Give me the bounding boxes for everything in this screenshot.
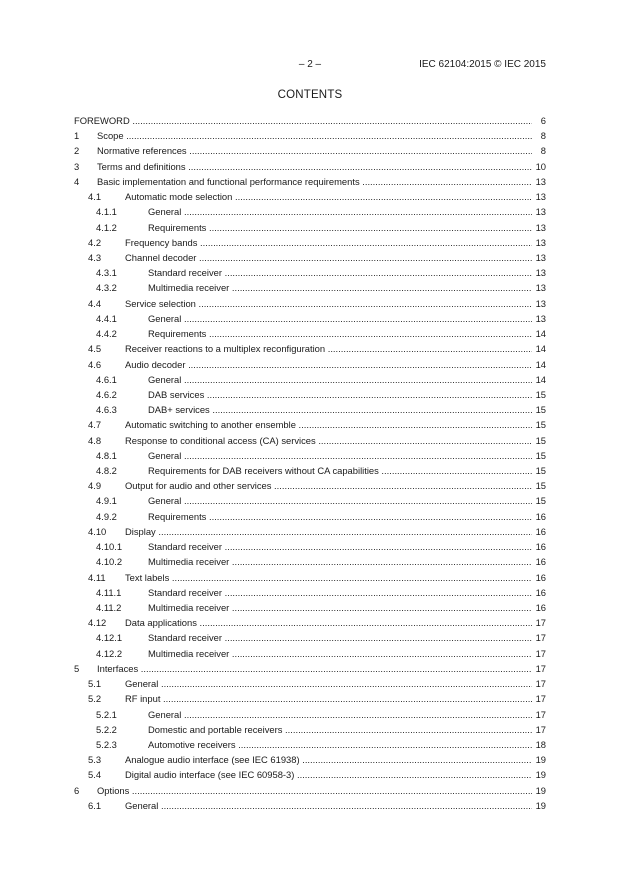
toc-entry[interactable] [74,220,546,235]
toc-entry[interactable] [74,387,546,402]
toc-entry-title: General ..... [148,204,532,219]
toc-entry[interactable] [74,357,546,372]
toc-entry-title: Basic implementation and functional performance requirements ..... [97,174,532,189]
toc-entry-title: General ..... [148,493,532,508]
toc-entry-title: DAB services ..... [148,387,532,402]
toc-entry-title: Automatic mode selection ..... [125,189,532,204]
toc-entry-page: 16 [535,525,546,537]
toc-entry-page: 17 [535,708,546,720]
toc-entry-number: 4.6.3 [96,404,117,416]
toc-entry-title: Standard receiver ..... [148,539,532,554]
toc-entry-page: 13 [535,267,546,279]
toc-entry-number: 4.4 [88,297,102,309]
toc-entry-number: 4.9.2 [96,510,117,522]
toc-entry[interactable] [74,767,546,782]
toc-entry[interactable] [74,402,546,417]
toc-entry-title: Requirements ..... [148,220,532,235]
toc-entry-page: 19 [535,754,546,766]
toc-entry-title: Frequency bands ..... [125,235,532,250]
toc-entry-page: 17 [535,662,546,674]
toc-entry-title: Data applications ..... [125,615,532,630]
toc-entry-number: 6.1 [88,799,102,811]
toc-entry[interactable] [74,128,546,143]
toc-entry-title: Interfaces ..... [97,661,532,676]
toc-entry-page: 15 [535,388,546,400]
toc-entry-number: 4.3.1 [96,267,117,279]
toc-entry-page: 13 [535,282,546,294]
toc-entry-number: 5 [74,662,80,674]
toc-entry-page: 16 [535,586,546,598]
toc-entry-title: FOREWORD ..... [74,113,532,128]
toc-entry-page: 13 [535,191,546,203]
toc-entry[interactable] [74,539,546,554]
toc-entry-page: 6 [540,115,546,126]
toc-entry-number: 4.12 [88,617,107,629]
toc-entry-number: 4.12.1 [96,632,123,644]
toc-entry-title: Standard receiver ..... [148,585,532,600]
toc-entry-title: Digital audio interface (see IEC 60958-3) ..... [125,767,532,782]
toc-entry-number: 4.10.1 [96,541,123,553]
toc-entry[interactable] [74,722,546,737]
toc-entry-page: 16 [535,541,546,553]
toc-entry-number: 5.1 [88,678,102,690]
toc-entry-page: 17 [535,693,546,705]
toc-entry-page: 18 [535,738,546,750]
toc-entry-number: 5.2.1 [96,708,117,720]
toc-entry-title: Display ..... [125,524,532,539]
toc-entry-title: Multimedia receiver ..... [148,646,532,661]
toc-entry-page: 17 [535,723,546,735]
toc-entry-title: General ..... [148,372,532,387]
toc-entry[interactable] [74,372,546,387]
toc-entry-title: Receiver reactions to a multiplex reconfiguration ..... [125,341,532,356]
toc-entry-number: 5.3 [88,754,102,766]
toc-entry[interactable] [74,433,546,448]
toc-entry[interactable] [74,143,546,158]
toc-entry[interactable] [74,478,546,493]
toc-entry-page: 13 [535,236,546,248]
toc-entry[interactable] [74,585,546,600]
toc-entry[interactable] [74,524,546,539]
toc-entry-number: 4.1 [88,191,102,203]
toc-entry-page: 16 [535,602,546,613]
toc-entry-number: 5.2.2 [96,723,117,735]
toc-entry-number: 4.10 [88,525,107,537]
toc-entry-number: 4.8 [88,434,102,446]
toc-entry-number: 4.1.2 [96,221,117,233]
toc-entry-number: 4.10.2 [96,556,123,568]
toc-entry-number: 4.8.1 [96,449,117,461]
toc-entry-title: Requirements ..... [148,326,532,341]
toc-entry-page: 17 [535,617,546,629]
toc-entry-page: 13 [535,297,546,309]
toc-entry[interactable] [74,341,546,356]
toc-entry-title: Multimedia receiver ..... [148,280,532,295]
toc-entry-page: 17 [535,632,546,644]
toc-entry-title: Terms and definitions ..... [97,159,532,174]
toc-entry-title: Normative references ..... [97,143,532,158]
toc-entry-number: 4.3.2 [96,282,117,294]
toc-entry-page: 19 [535,769,546,781]
toc-entry-page: 13 [535,251,546,263]
toc-entry[interactable] [74,752,546,767]
toc-entry-page: 14 [535,358,546,370]
toc-entry-number: 4 [74,175,80,187]
toc-entry-number: 4.2 [88,236,102,248]
toc-entry-page: 15 [535,465,546,477]
toc-entry-number: 1 [74,130,80,142]
toc-entry-number: 4.11.2 [96,602,122,613]
toc-entry[interactable] [74,691,546,706]
toc-entry-title: Scope ..... [97,128,532,143]
toc-entry-number: 4.9.1 [96,495,117,507]
toc-entry-page: 16 [535,556,546,568]
toc-entry[interactable] [74,630,546,645]
toc-entry[interactable] [74,493,546,508]
toc-entry[interactable] [74,463,546,478]
toc-entry-page: 15 [535,434,546,446]
page-title: CONTENTS [277,89,343,101]
toc-entry-page: 14 [535,328,546,340]
toc-entry-title: General ..... [125,798,532,813]
toc-entry[interactable] [74,737,546,752]
toc-entry-page: 15 [535,419,546,431]
toc-entry[interactable] [74,661,546,676]
toc-entry-title: Standard receiver ..... [148,265,532,280]
toc-entry-page: 17 [535,678,546,690]
toc-entry-page: 14 [535,343,546,355]
toc-entry-number: 5.2.3 [96,738,117,750]
toc-entry[interactable] [74,600,546,615]
toc-entry-number: 4.4.1 [96,312,117,324]
toc-entry-title: Requirements for DAB receivers without CA capabilities ..... [148,463,532,478]
table-of-contents [74,113,546,813]
toc-entry-title: Options ..... [97,783,532,798]
toc-entry-page: 13 [535,221,546,233]
toc-entry-number: 4.1.1 [96,206,117,218]
toc-entry[interactable] [74,265,546,280]
toc-entry-title: Requirements ..... [148,509,532,524]
toc-entry[interactable] [74,250,546,265]
toc-entry-title: Standard receiver ..... [148,630,532,645]
toc-entry-number: 6 [74,784,80,796]
toc-entry-title: General ..... [125,676,532,691]
toc-entry-number: 5.4 [88,769,102,781]
toc-entry[interactable] [74,280,546,295]
toc-entry-title: DAB+ services ..... [148,402,532,417]
toc-entry-page: 17 [535,647,546,659]
toc-entry-title: Response to conditional access (CA) services ..... [125,433,532,448]
toc-entry-number: 4.5 [88,343,102,355]
toc-entry[interactable] [74,311,546,326]
toc-entry-number: 4.11.1 [96,586,122,598]
toc-entry-title: General ..... [148,311,532,326]
toc-entry-number: 2 [74,145,80,157]
toc-entry[interactable] [74,448,546,463]
toc-entry-title: Audio decoder ..... [125,357,532,372]
toc-entry[interactable] [74,615,546,630]
toc-entry[interactable] [74,189,546,204]
toc-entry-page: 8 [540,130,546,142]
standard-reference: IEC 62104:2015 © IEC 2015 [419,59,546,70]
toc-entry-number: 4.12.2 [96,647,123,659]
toc-entry-number: 4.11 [88,571,106,583]
toc-entry-number: 5.2 [88,693,102,705]
toc-entry[interactable] [74,707,546,722]
toc-entry-title: Text labels ..... [125,570,532,585]
toc-entry-number: 4.8.2 [96,465,117,477]
toc-entry-page: 15 [535,449,546,461]
toc-entry-title: Multimedia receiver ..... [148,554,532,569]
toc-entry[interactable] [74,783,546,798]
toc-entry-page: 16 [535,571,546,583]
toc-entry[interactable] [74,554,546,569]
toc-entry[interactable] [74,204,546,219]
toc-entry[interactable] [74,570,546,585]
toc-entry-title: Automotive receivers ..... [148,737,532,752]
toc-entry[interactable] [74,326,546,341]
toc-entry-page: 8 [540,145,546,157]
toc-entry-page: 15 [535,404,546,416]
toc-entry-page: 15 [535,495,546,507]
toc-entry-page: 15 [535,480,546,492]
toc-entry[interactable] [74,676,546,691]
toc-entry-number: 4.6.1 [96,373,117,385]
toc-entry-number: 4.6 [88,358,102,370]
toc-entry-title: Service selection ..... [125,296,532,311]
toc-entry-title: Domestic and portable receivers ..... [148,722,532,737]
toc-entry-page: 19 [535,799,546,811]
toc-entry[interactable] [74,174,546,189]
toc-entry-number: 4.6.2 [96,388,117,400]
toc-entry[interactable] [74,296,546,311]
toc-entry-page: 14 [535,373,546,385]
toc-entry-number: 4.9 [88,480,102,492]
toc-entry[interactable] [74,509,546,524]
toc-entry[interactable] [74,113,546,128]
toc-entry-page: 13 [535,175,546,187]
toc-entry-number: 3 [74,160,80,172]
toc-entry-title: General ..... [148,707,532,722]
toc-entry-page: 10 [535,160,546,172]
toc-entry[interactable] [74,798,546,813]
toc-entry-title: Automatic switching to another ensemble ..... [125,417,532,432]
toc-entry-title: Output for audio and other services ..... [125,478,532,493]
toc-entry[interactable] [74,417,546,432]
toc-entry-number: 4.4.2 [96,328,117,340]
toc-entry-page: 13 [535,206,546,218]
toc-entry-number: 4.3 [88,251,102,263]
toc-entry-title: General ..... [148,448,532,463]
toc-entry-page: 16 [535,510,546,522]
toc-entry[interactable] [74,159,546,174]
toc-entry-title: Channel decoder ..... [125,250,532,265]
toc-entry-title: RF input ..... [125,691,532,706]
page-number: – 2 – [298,59,322,70]
toc-entry-title: Multimedia receiver ..... [148,600,532,615]
toc-entry-page: 13 [535,312,546,324]
toc-entry-page: 19 [535,784,546,796]
toc-entry-title: Analogue audio interface (see IEC 61938) ..... [125,752,532,767]
toc-entry-number: 4.7 [88,419,102,431]
toc-entry[interactable] [74,646,546,661]
toc-entry[interactable] [74,235,546,250]
